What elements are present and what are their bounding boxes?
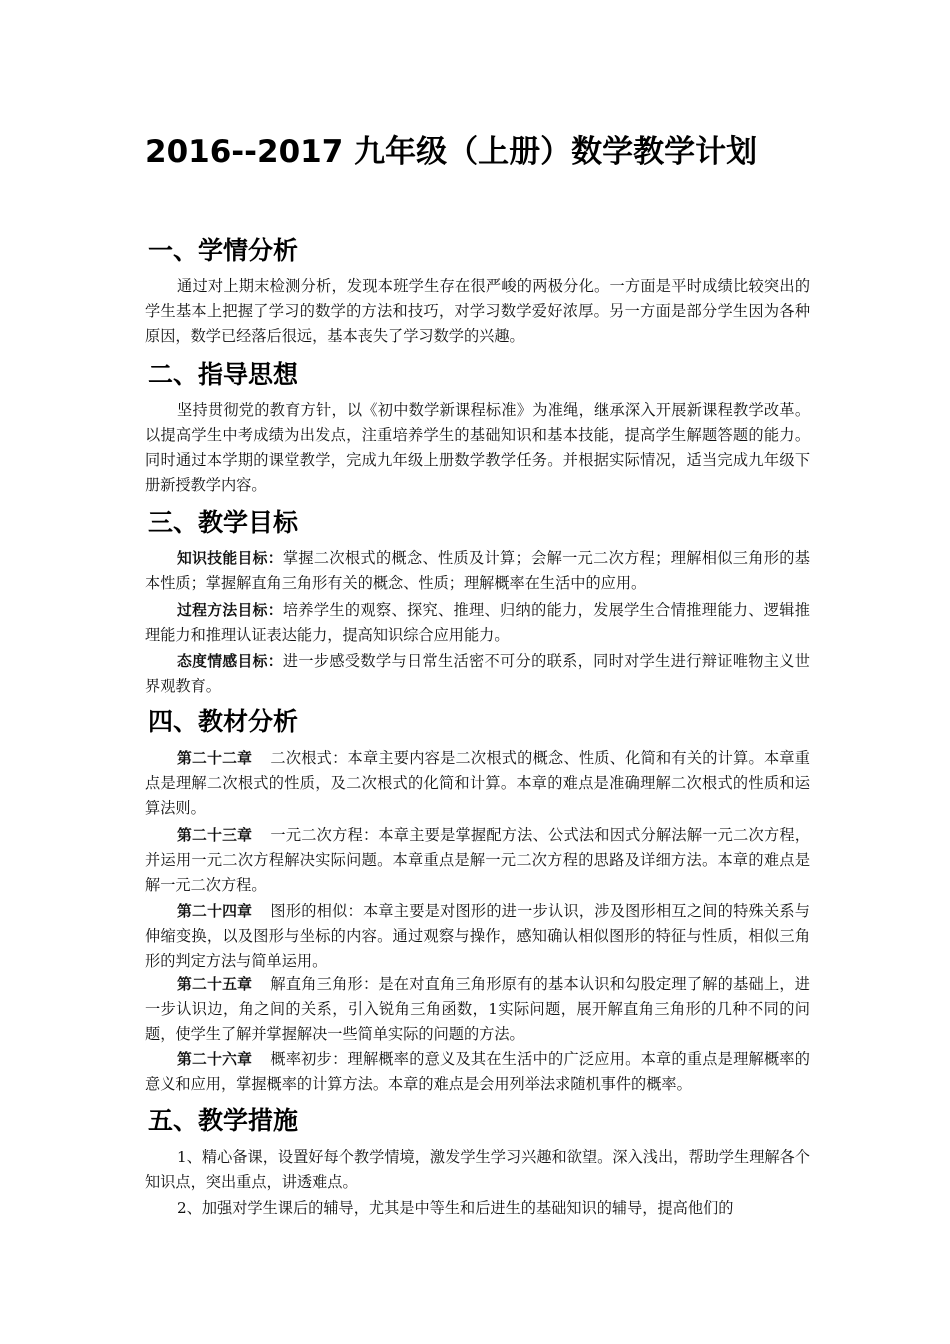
chapter-text: 二次根式：本章主要内容是二次根式的概念、性质、化简和有关的计算。本章重点是理解二次根式的性质，及二次根式的化简和计算。本章的难点是准确理解二次根式的性质和运算法则。	[145, 749, 810, 817]
section-heading-teaching-goals: 三、教学目标	[148, 508, 299, 537]
goal-text: 培养学生的观察、探究、推理、归纳的能力，发展学生合情推理能力、逻辑推理能力和推理认证表达能力，提高知识综合应用能力。	[145, 601, 810, 644]
chapter-text: 一元二次方程：本章主要是掌握配方法、公式法和因式分解法解一元二次方程，并运用一元二次方程解决实际问题。本章重点是解一元二次方程的思路及详细方法。本章的难点是解一元二次方程。	[145, 826, 810, 894]
chapter-item	[145, 823, 810, 898]
paragraph: 2、加强对学生课后的辅导，尤其是中等生和后进生的基础知识的辅导，提高他们的	[177, 1199, 734, 1217]
chapter-label: 第二十六章	[177, 1051, 253, 1068]
chapter-label: 第二十二章	[177, 750, 253, 767]
goal-label: 知识技能目标：	[177, 550, 283, 567]
goal-text: 进一步感受数学与日常生活密不可分的联系，同时对学生进行辩证唯物主义世界观教育。	[145, 652, 810, 695]
paragraph: 坚持贯彻党的教育方针，以《初中数学新课程标准》为准绳，继承深入开展新课程教学改革。以提高学生中考成绩为出发点，注重培养学生的基础知识和基本技能，提高学生解题答题的能力。同时通过本学期的课堂教学，完成九年级上册数学教学任务。并根据实际情况，适当完成九年级下册新授教学内容。	[145, 401, 810, 494]
chapter-item	[145, 972, 810, 1047]
goal-item	[145, 598, 810, 648]
goal-item	[145, 649, 810, 699]
chapter-label: 第二十五章	[177, 976, 253, 993]
chapter-label: 第二十四章	[177, 903, 253, 920]
chapter-label: 第二十三章	[177, 827, 253, 844]
goal-text: 掌握二次根式的概念、性质及计算；会解一元二次方程；理解相似三角形的基本性质；掌握解直角三角形有关的概念、性质；理解概率在生活中的应用。	[145, 549, 810, 592]
section-heading-textbook-analysis: 四、教材分析	[148, 707, 299, 736]
chapter-item	[145, 746, 810, 821]
goal-label: 过程方法目标：	[177, 602, 283, 619]
chapter-item	[145, 899, 810, 974]
chapter-text: 解直角三角形：是在对直角三角形原有的基本认识和勾股定理了解的基础上，进一步认识边，角之间的关系，引入锐角三角函数，1实际问题，展开解直角三角形的几种不同的问题，使学生了解并掌握解决一些简单实际的问题的方法。	[145, 975, 810, 1043]
goal-label: 态度情感目标：	[177, 653, 283, 670]
section-heading-guiding-ideology: 二、指导思想	[148, 360, 299, 389]
chapter-text: 图形的相似：本章主要是对图形的进一步认识，涉及图形相互之间的特殊关系与伸缩变换，以及图形与坐标的内容。通过观察与操作，感知确认相似图形的特征与性质，相似三角形的判定方法与简单运用。	[145, 902, 810, 970]
paragraph: 1、精心备课，设置好每个教学情境，激发学生学习兴趣和欲望。深入浅出，帮助学生理解各个知识点，突出重点，讲透难点。	[145, 1148, 810, 1191]
chapter-item	[145, 1047, 810, 1097]
chapter-text: 概率初步：理解概率的意义及其在生活中的广泛应用。本章的重点是理解概率的意义和应用，掌握概率的计算方法。本章的难点是会用列举法求随机事件的概率。	[145, 1050, 810, 1093]
section-heading-teaching-measures: 五、教学措施	[148, 1106, 299, 1135]
section-heading-analysis: 一、学情分析	[148, 236, 299, 265]
paragraph: 通过对上期末检测分析，发现本班学生存在很严峻的两极分化。一方面是平时成绩比较突出的学生基本上把握了学习的数学的方法和技巧，对学习数学爱好浓厚。另一方面是部分学生因为各种原因，数学已经落后很远，基本丧失了学习数学的兴趣。	[145, 277, 810, 345]
goal-item	[145, 546, 810, 596]
document-title: 2016--2017 九年级（上册）数学教学计划	[145, 134, 758, 170]
